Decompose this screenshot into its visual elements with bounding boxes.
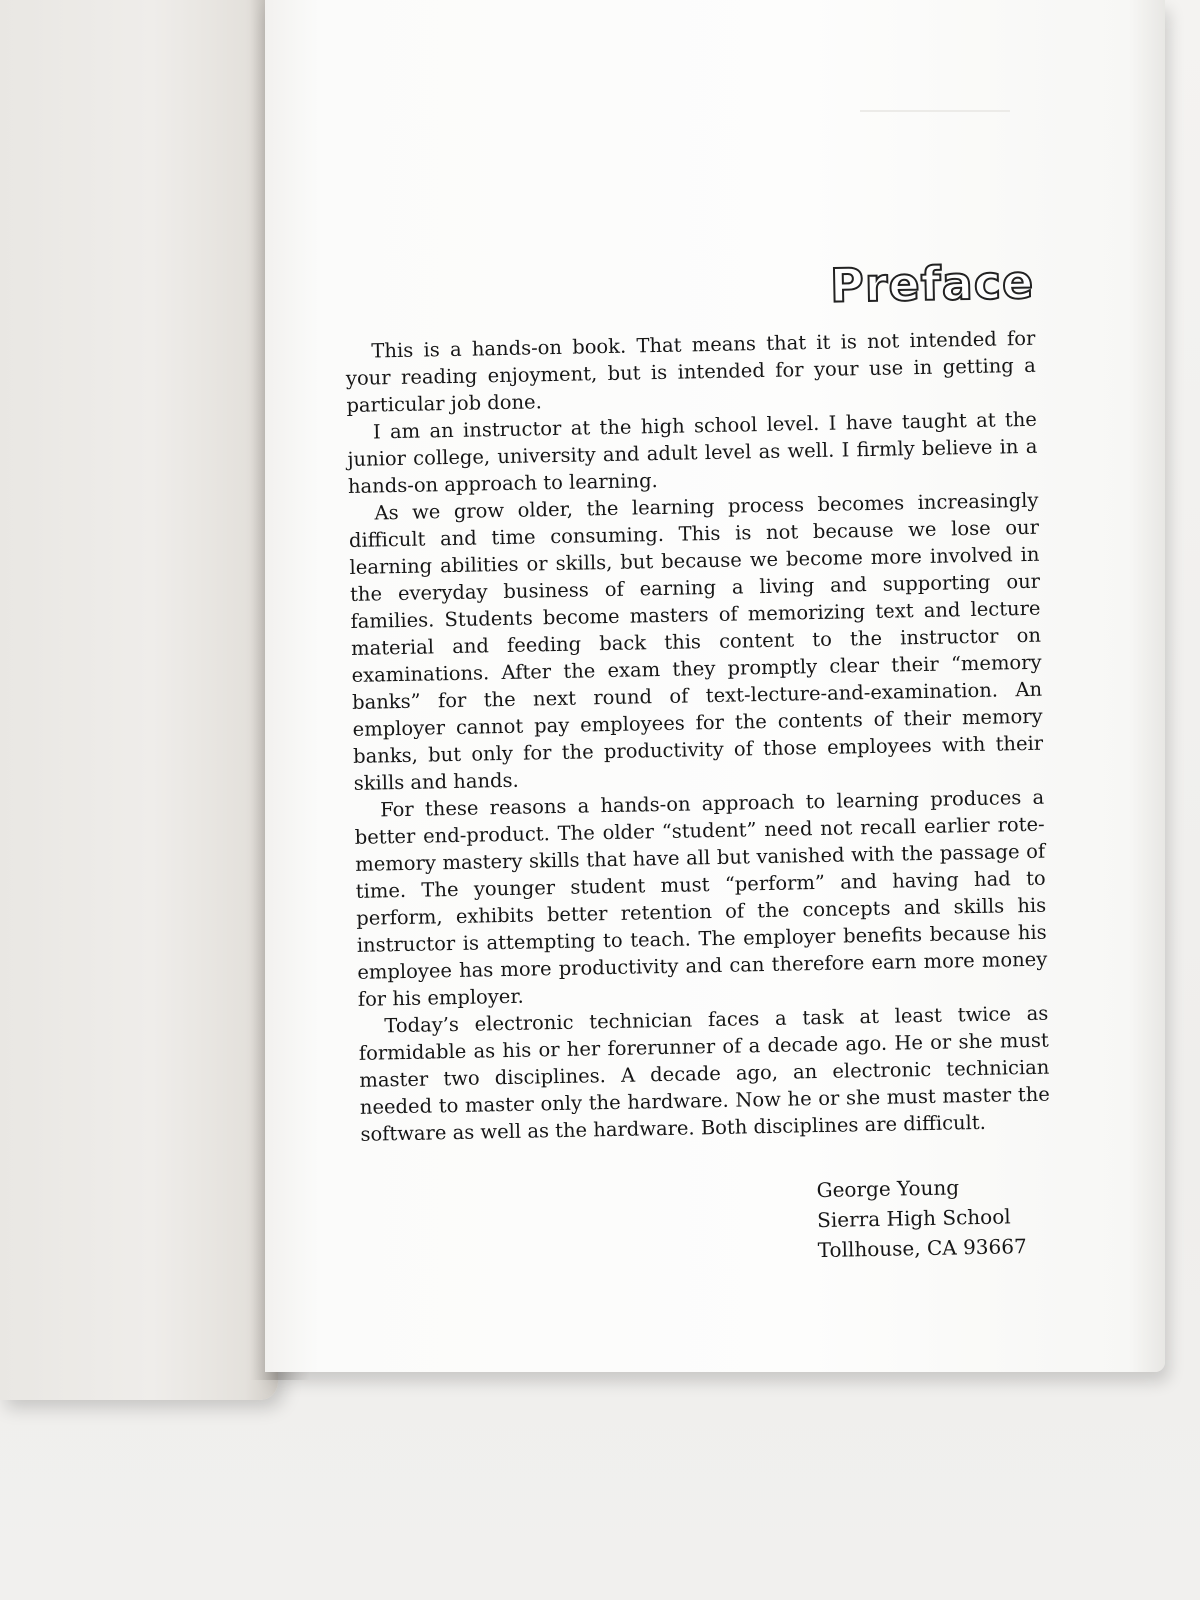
page-title: Preface (829, 254, 1035, 313)
author-address: Tollhouse, CA 93667 (817, 1234, 1027, 1263)
preface-body (345, 325, 1050, 1148)
paragraph: This is a hands-on book. That means that it is not intended for your reading enjoyment, but is intended for your use in getting a particular job done. (345, 326, 1037, 417)
author-school: Sierra High School (816, 1204, 1011, 1233)
paragraph: I am an instructor at the high school level. I have taught at the junior college, university and adult level as well. I firmly believe in a hands-on approach to learning. (347, 407, 1038, 498)
bleed-through-rule (860, 110, 1010, 112)
paragraph: Today’s electronic technician faces a task at least twice as formidable as his or her forerunner of a decade ago. He or she must master two disciplines. A decade ago, an electronic technician needed to master only the hardware. Now he or she must master the software as well as the hardware. Both disciplines are difficult. (358, 1001, 1051, 1146)
signature-block (816, 1171, 1053, 1265)
paragraph: For these reasons a hands-on approach to learning produces a better end-product. The older “student” need not recall earlier rote-memory mastery skills that have all but vanished with the passage of time. The younger student must “perform” and having had to perform, exhibits better retention of the concepts and skills his instructor is attempting to teach. The employer benefits because his employee has more productivity and can therefore earn more money for his employer. (354, 785, 1048, 1011)
facing-left-page (0, 0, 278, 1400)
paragraph: As we grow older, the learning process becomes increasingly difficult and time consuming. This is not because we lose our learning abilities or skills, but because we become more involved in the everyday business of earning a living and supporting our families. Students become masters of memorizing text and lecture material and feeding back this content to the instructor on examinations. After the exam they promptly clear their “memory banks” for the next round of text-lecture-and-examination. An employer cannot pay employees for the contents of their memory banks, but only for the productivity of those employees with their skills and hands. (348, 488, 1044, 795)
author-name: George Young (816, 1175, 960, 1203)
preface-text-block (345, 254, 1053, 1274)
